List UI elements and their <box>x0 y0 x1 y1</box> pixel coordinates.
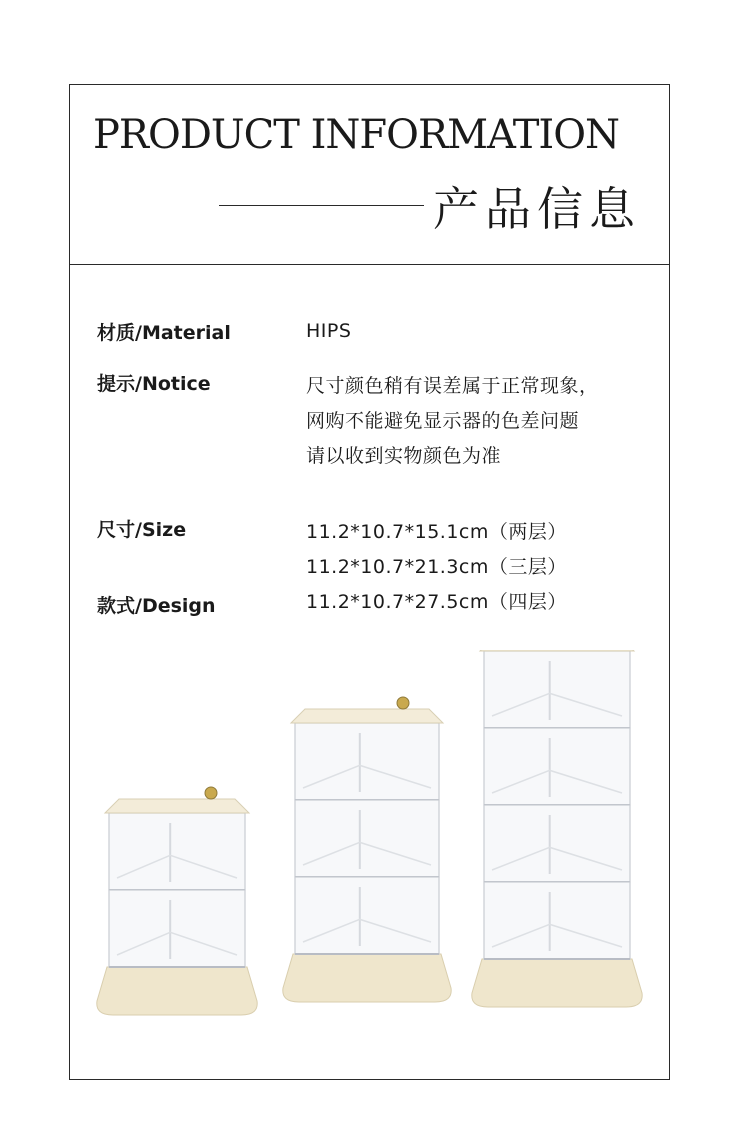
header-divider <box>69 264 670 265</box>
organizer-4-tier <box>472 650 642 1007</box>
size-line-two-tier: 11.2*10.7*15.1cm（两层） <box>306 521 567 543</box>
clear-drawer <box>484 805 630 882</box>
lid <box>480 650 634 651</box>
material-label: 材质/Material <box>97 322 231 344</box>
lid <box>291 709 443 723</box>
lid-knob <box>397 697 409 709</box>
clear-drawer <box>295 877 439 954</box>
size-line-four-tier: 11.2*10.7*27.5cm（四层） <box>306 591 567 613</box>
clear-drawer <box>109 890 245 967</box>
size-label: 尺寸/Size <box>97 519 187 541</box>
clear-drawer <box>295 723 439 800</box>
title-english: PRODUCT INFORMATION <box>93 112 619 158</box>
organizer-3-tier <box>283 697 451 1002</box>
notice-line: 请以收到实物颜色为准 <box>306 445 502 467</box>
title-chinese: 产品信息 <box>433 182 641 236</box>
title-rule <box>219 205 424 206</box>
base-tray <box>472 959 642 1007</box>
design-label: 款式/Design <box>97 595 216 617</box>
clear-drawer <box>109 813 245 890</box>
clear-drawer <box>484 728 630 805</box>
clear-drawer <box>484 651 630 728</box>
notice-line: 网购不能避免显示器的色差问题 <box>306 410 580 432</box>
organizer-2-tier <box>97 787 257 1015</box>
size-line-three-tier: 11.2*10.7*21.3cm（三层） <box>306 556 567 578</box>
base-tray <box>283 954 451 1002</box>
material-value: HIPS <box>306 320 352 342</box>
product-photos <box>0 650 750 1070</box>
clear-drawer <box>295 800 439 877</box>
base-tray <box>97 967 257 1015</box>
lid <box>105 799 249 813</box>
notice-label: 提示/Notice <box>97 373 211 395</box>
lid-knob <box>205 787 217 799</box>
clear-drawer <box>484 882 630 959</box>
notice-line: 尺寸颜色稍有误差属于正常现象， <box>306 375 599 397</box>
